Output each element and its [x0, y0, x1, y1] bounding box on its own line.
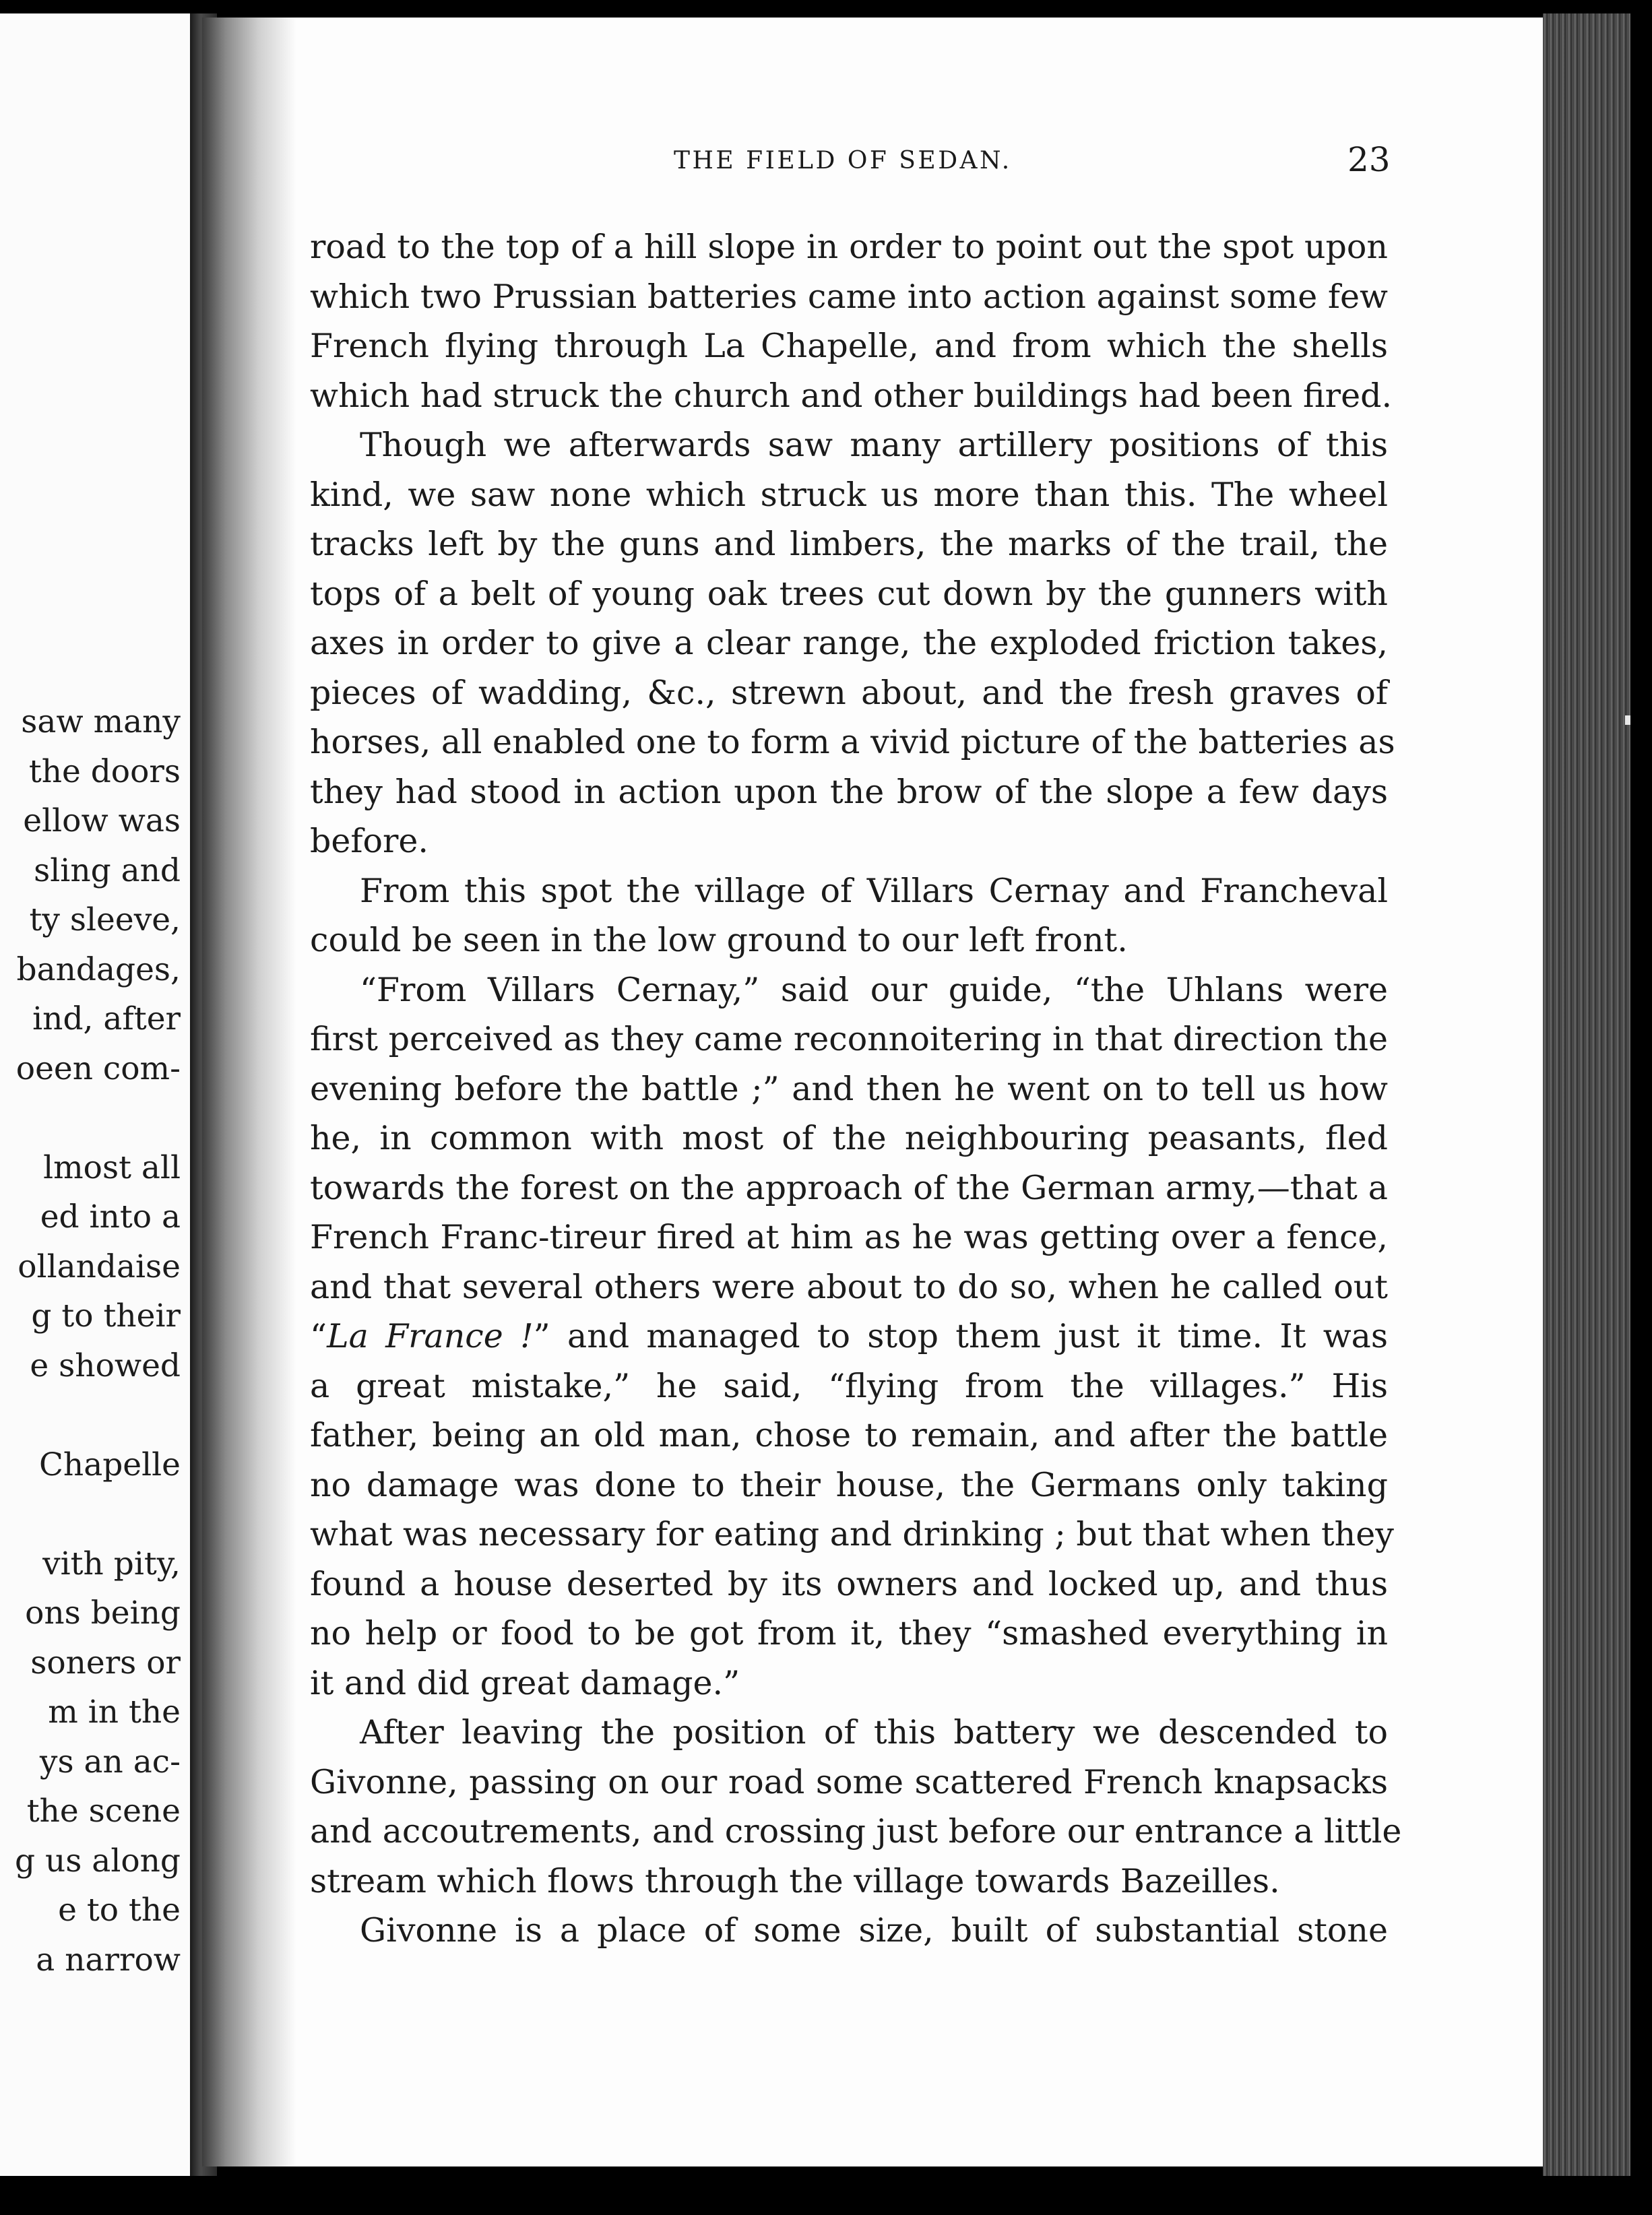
- previous-page-line: the doors: [28, 752, 181, 790]
- previous-page-line: ellow was: [23, 802, 181, 839]
- previous-page-line: saw many: [21, 703, 181, 740]
- previous-page-line: bandages,: [16, 951, 181, 988]
- text-line: before.: [310, 822, 428, 860]
- quote-open: “: [310, 1317, 327, 1355]
- text-line: French flying through La Chapelle, and from which the shells: [310, 327, 1388, 365]
- text-line: father, being an old man, chose to remain, and after the battle: [310, 1416, 1388, 1454]
- previous-page-line: ollandaise: [18, 1248, 181, 1285]
- text-line: he, in common with most of the neighbouring peasants, fled: [310, 1119, 1388, 1157]
- text-line: no help or food to be got from it, they “smashed everything in: [310, 1614, 1388, 1652]
- scan-border: [1630, 0, 1652, 2215]
- previous-page: [0, 13, 190, 2176]
- text-line: Though we afterwards saw many artillery positions of this: [360, 426, 1388, 464]
- text-line: which two Prussian batteries came into action against some few: [310, 277, 1388, 316]
- previous-page-line: g us along: [14, 1842, 181, 1880]
- text-line: stream which flows through the village towards Bazeilles.: [310, 1861, 1280, 1900]
- text-line: found a house deserted by its owners and locked up, and thus: [310, 1564, 1388, 1603]
- previous-page-line: m in the: [48, 1694, 181, 1731]
- body-text: [310, 222, 1402, 1956]
- previous-page-line: ty sleeve,: [29, 901, 181, 938]
- previous-page-line: ind, after: [32, 1000, 181, 1037]
- text-line: pieces of wadding, &c., strewn about, and the fresh graves of: [310, 673, 1388, 712]
- text-line: what was necessary for eating and drinking ; but that when they: [310, 1515, 1394, 1553]
- text-line: first perceived as they came reconnoitering in that direction the: [310, 1020, 1388, 1058]
- text-line: which had struck the church and other buildings had been fired.: [310, 376, 1393, 415]
- text-line: and accoutrements, and crossing just before our entrance a little: [310, 1812, 1402, 1851]
- text-line: they had stood in action upon the brow of the slope a few days: [310, 772, 1388, 811]
- previous-page-line: vith pity,: [42, 1545, 181, 1582]
- text-line: [310, 1312, 1388, 1361]
- previous-page-line: sling and: [34, 852, 181, 889]
- page-number: 23: [1347, 140, 1391, 179]
- text-line: towards the forest on the approach of the German army,—that a: [310, 1168, 1388, 1207]
- text-line: road to the top of a hill slope in order to point out the spot upon: [310, 228, 1388, 266]
- page-gutter-shadow: [202, 18, 296, 2166]
- previous-page-line: e to the: [58, 1892, 181, 1929]
- text-line: kind, we saw none which struck us more than this. The wheel: [310, 475, 1388, 514]
- text-line: tracks left by the guns and limbers, the marks of the trail, the: [310, 525, 1388, 563]
- text-line: French Franc-tireur fired at him as he was getting over a fence,: [310, 1218, 1388, 1256]
- text-line: could be seen in the low ground to our left front.: [310, 921, 1128, 959]
- text-line: Givonne, passing on our road some scattered French knapsacks: [310, 1762, 1388, 1801]
- running-head: THE FIELD OF SEDAN.: [674, 147, 1012, 174]
- scan-mark: [1625, 715, 1630, 725]
- text-line: From this spot the village of Villars Cernay and Francheval: [360, 871, 1388, 910]
- previous-page-line: lmost all: [43, 1149, 181, 1186]
- text-line: it and did great damage.”: [310, 1663, 740, 1702]
- text-line: and that several others were about to do so, when he called out: [310, 1267, 1388, 1306]
- previous-page-line: e showed: [30, 1347, 181, 1384]
- text-line: a great mistake,” he said, “flying from the villages.” His: [310, 1366, 1388, 1405]
- text-line: “From Villars Cernay,” said our guide, “the Uhlans were: [360, 970, 1388, 1009]
- previous-page-line: [0, 1390, 181, 1440]
- previous-page-line: g to their: [31, 1297, 181, 1335]
- line-rest: ” and managed to stop them just it time. It was: [533, 1317, 1388, 1355]
- previous-page-line: [0, 1489, 181, 1539]
- previous-page-line: [0, 1093, 181, 1143]
- previous-page-text: [0, 697, 181, 1985]
- text-line: Givonne is a place of some size, built of substantial stone: [360, 1911, 1388, 1950]
- page-edges: [1543, 13, 1630, 2176]
- previous-page-line: Chapelle: [38, 1446, 181, 1483]
- italic-phrase: La France !: [327, 1317, 534, 1355]
- text-line: tops of a belt of young oak trees cut down by the gunners with: [310, 574, 1388, 613]
- previous-page-line: ed into a: [40, 1198, 181, 1235]
- text-line: no damage was done to their house, the Germans only taking: [310, 1465, 1388, 1504]
- text-line: axes in order to give a clear range, the exploded friction takes,: [310, 624, 1388, 662]
- previous-page-line: ys an ac-: [39, 1743, 181, 1780]
- previous-page-line: a narrow: [36, 1941, 181, 1979]
- previous-page-line: oeen com-: [15, 1050, 181, 1087]
- text-line: evening before the battle ;” and then he went on to tell us how: [310, 1069, 1388, 1108]
- previous-page-line: soners or: [30, 1644, 181, 1681]
- previous-page-line: the scene: [26, 1793, 181, 1830]
- text-line: horses, all enabled one to form a vivid picture of the batteries as: [310, 723, 1395, 761]
- text-line: After leaving the position of this battery we descended to: [360, 1713, 1388, 1752]
- previous-page-line: ons being: [25, 1595, 181, 1632]
